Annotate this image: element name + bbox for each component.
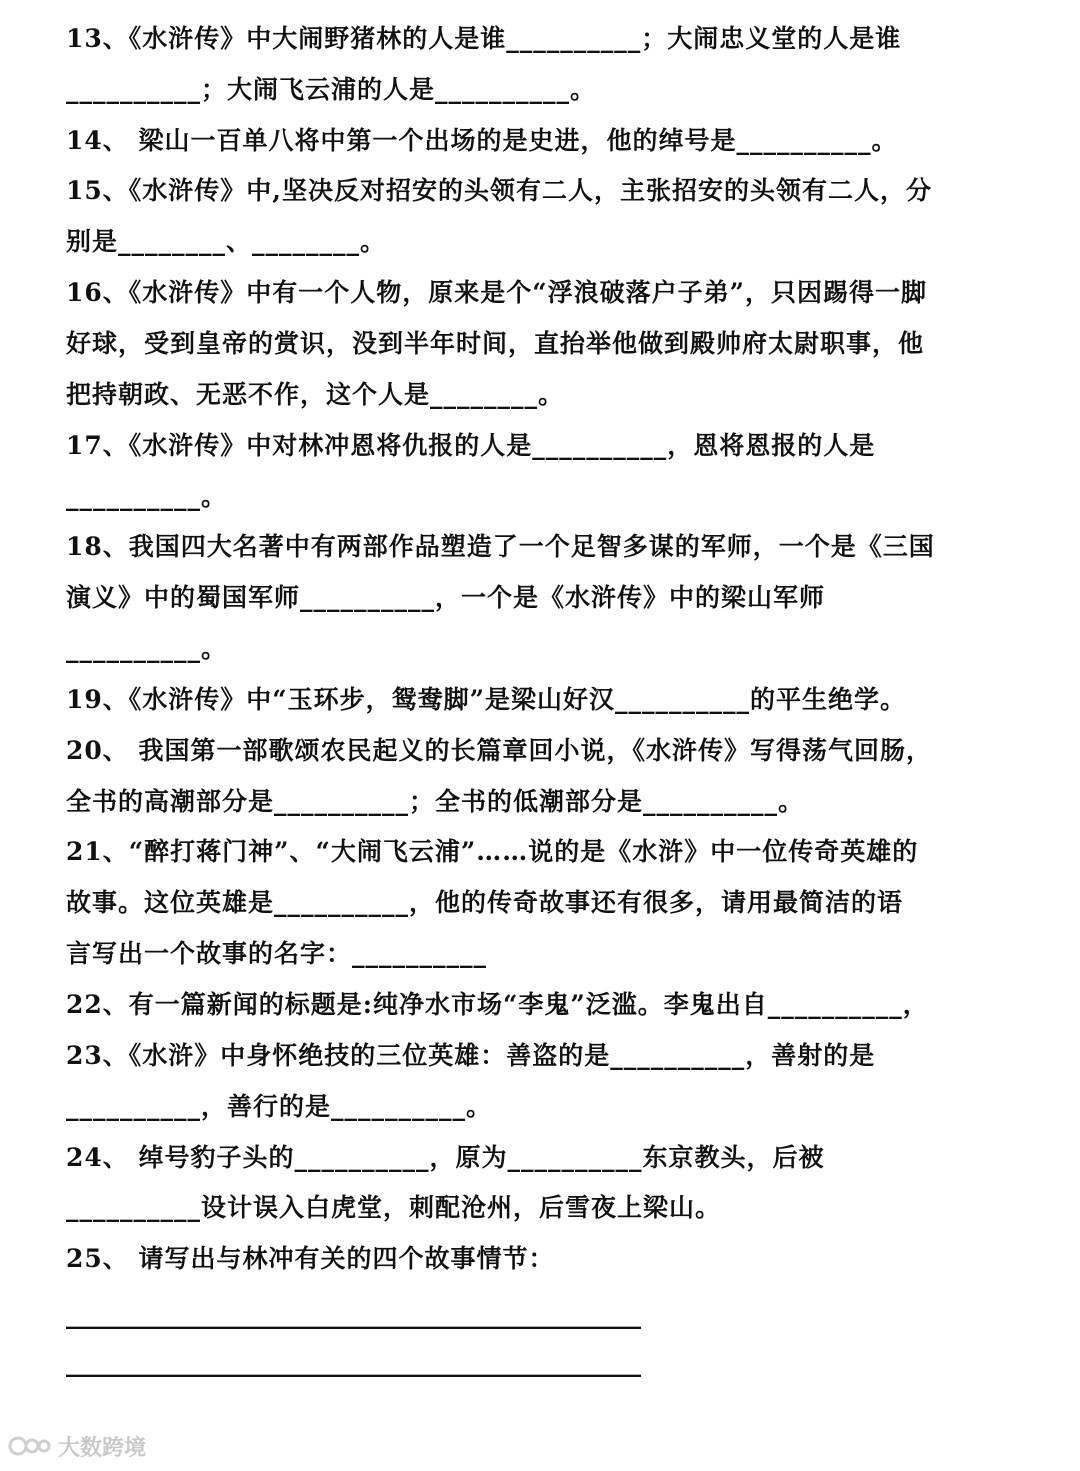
question-16-line-1: 16、《水浒传》中有一个人物，原来是个“浮浪破落户子弟”，只因踢得一脚 (66, 278, 928, 307)
answer-blank-line-2: ______________________________________________ (66, 1348, 641, 1377)
question-18-line-3: __________。 (66, 634, 228, 663)
answer-blank-line-1: ______________________________________________ (66, 1300, 641, 1329)
question-23-line-2: __________，善行的是__________。 (66, 1092, 493, 1121)
question-21-line-1: 21、“醉打蒋门神”、“大闹飞云浦”……说的是《水浒》中一位传奇英雄的 (66, 837, 919, 866)
question-20-line-1: 20、 我国第一部歌颂农民起义的长篇章回小说，《水浒传》写得荡气回肠， (66, 736, 932, 765)
watermark (8, 1430, 146, 1462)
question-18-line-2: 演义》中的蜀国军师__________，一个是《水浒传》中的梁山军师 (66, 583, 826, 612)
question-15-line-2: 别是________、________。 (66, 227, 387, 256)
question-14-line-1: 14、 梁山一百单八将中第一个出场的是史进，他的绰号是__________。 (66, 126, 898, 155)
question-20-line-2: 全书的高潮部分是__________；全书的低潮部分是__________。 (66, 787, 805, 816)
watermark-text: 大数跨境 (58, 1435, 147, 1461)
question-21-line-3: 言写出一个故事的名字：__________ (66, 939, 488, 968)
question-15-line-1: 15、《水浒传》中,坚决反对招安的头领有二人，主张招安的头领有二人，分 (66, 176, 932, 205)
question-24-line-2: __________设计误入白虎堂，刺配沧州，后雪夜上梁山。 (66, 1193, 722, 1222)
question-22-line-1: 22、有一篇新闻的标题是:纯净水市场“李鬼”泛滥。李鬼出自__________， (66, 990, 929, 1019)
watermark-logo-icon (8, 1432, 52, 1460)
question-13-line-1: 13、《水浒传》中大闹野猪林的人是谁__________；大闹忠义堂的人是谁 (66, 24, 902, 53)
question-18-line-1: 18、我国四大名著中有两部作品塑造了一个足智多谋的军师，一个是《三国 (66, 532, 935, 561)
question-13-line-2: __________；大闹飞云浦的人是__________。 (66, 75, 597, 104)
question-16-line-3: 把持朝政、无恶不作，这个人是________。 (66, 380, 565, 409)
question-21-line-2: 故事。这位英雄是__________，他的传奇故事还有很多，请用最简洁的语 (66, 888, 904, 917)
question-19-line-1: 19、《水浒传》中“玉环步，鸳鸯脚”是梁山好汉__________的平生绝学。 (66, 685, 907, 714)
question-17-line-2: __________。 (66, 482, 228, 511)
question-16-line-2: 好球，受到皇帝的赏识，没到半年时间，直抬举他做到殿帅府太尉职事，他 (66, 329, 925, 358)
question-24-line-1: 24、 绰号豹子头的__________，原为__________东京教头，后被 (66, 1143, 825, 1172)
question-25-line-1: 25、 请写出与林冲有关的四个故事情节： (66, 1244, 555, 1273)
question-17-line-1: 17、《水浒传》中对林冲恩将仇报的人是__________，恩将恩报的人是 (66, 431, 876, 460)
question-23-line-1: 23、《水浒》中身怀绝技的三位英雄：善盗的是__________，善射的是 (66, 1041, 876, 1070)
